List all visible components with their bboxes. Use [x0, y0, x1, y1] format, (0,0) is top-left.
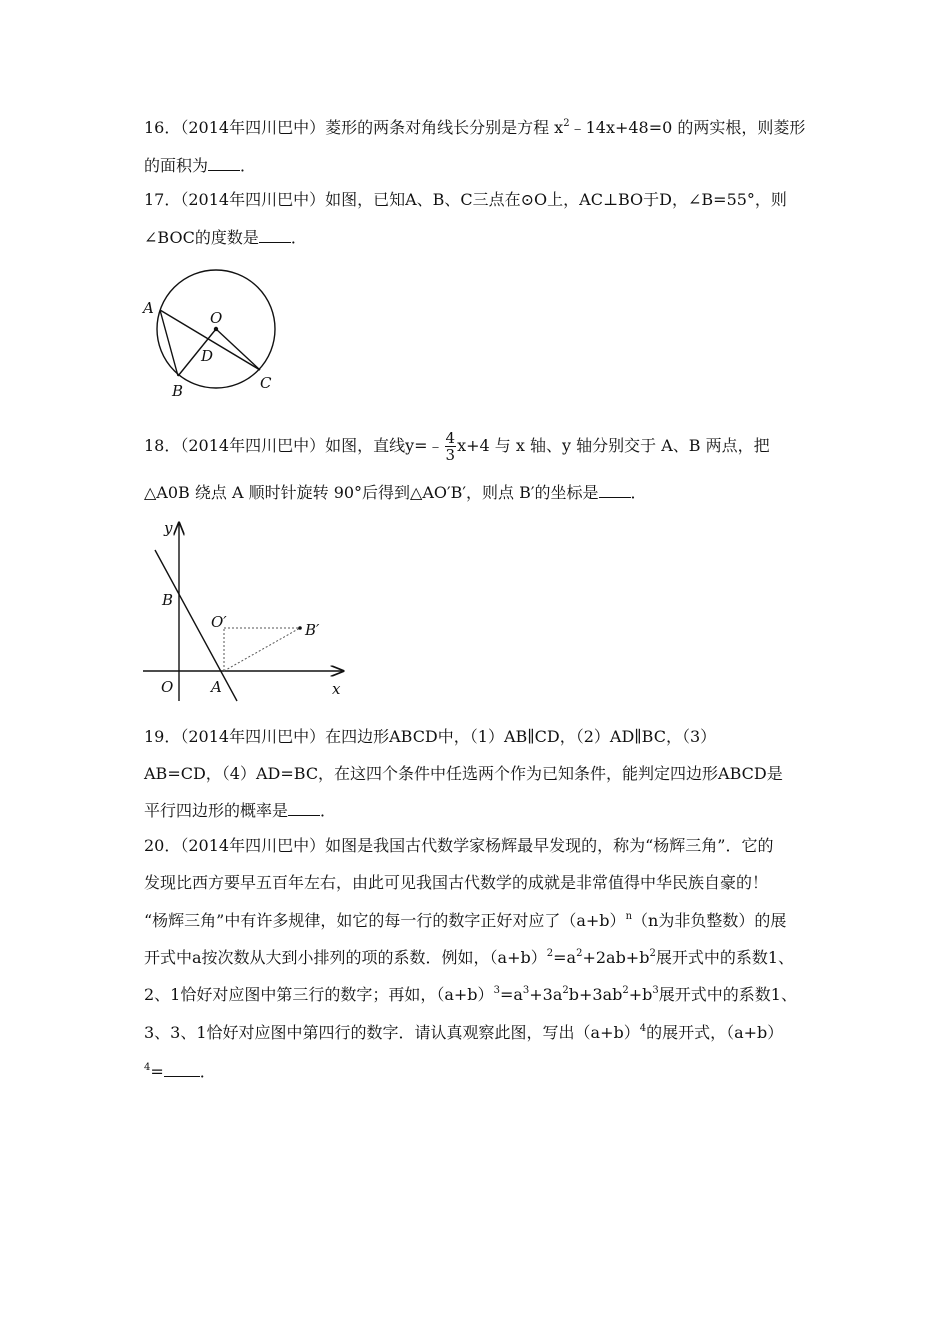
- q20-l6-a: 3、3、1恰好对应图中第四行的数字．请认真观察此图，写出（a+b）: [144, 1023, 640, 1042]
- q19-line-1: 19．（2014年四川巴中）在四边形ABCD中，（1）AB∥CD，（2）AD∥BC，（3）: [144, 727, 717, 746]
- q19-line-2: AB=CD，（4）AD=BC，在这四个条件中任选两个作为已知条件，能判定四边形ABCD是: [144, 764, 783, 783]
- q20-l4-b: =a: [553, 948, 577, 967]
- q16-period: ．: [240, 156, 257, 175]
- q16-text-a: 16．（2014年四川巴中）菱形的两条对角线长分别是方程 x: [144, 118, 564, 137]
- label-o: O: [161, 678, 174, 696]
- q20-l5-e1: 3: [493, 985, 500, 996]
- q17-circle-figure: [138, 265, 288, 405]
- q20-line-4: [144, 947, 794, 969]
- label-y: y: [164, 519, 173, 537]
- q20-l4-c: +2ab+b: [582, 948, 650, 967]
- q20-l3-b: （n为非负整数）的展: [632, 911, 787, 930]
- q18-minus-sign: ﹣: [427, 436, 444, 455]
- q20-line-6: [144, 1022, 783, 1044]
- q20-l5-e5: 3: [652, 985, 659, 996]
- q20-l5-e2: 3: [522, 985, 530, 996]
- point-b-prime: [298, 626, 302, 630]
- label-o-prime: O′: [211, 613, 227, 631]
- q20-line-2: 发现比西方要早五百年左右，由此可见我国古代数学的成就是非常值得中华民族自豪的！: [144, 873, 769, 892]
- q18-text-b: x+4 与 x 轴、y 轴分别交于 A、B 两点，把: [457, 436, 770, 455]
- label-a: A: [211, 678, 222, 696]
- label-b: B: [172, 382, 184, 400]
- q20-l4-e3: 2: [649, 948, 656, 959]
- q19-answer-blank[interactable]: [288, 801, 320, 816]
- q20-l7-eq: =: [150, 1062, 164, 1081]
- dashed-ab-prime: [224, 628, 300, 671]
- q17-line-2: [144, 227, 307, 249]
- q20-line-1: 20．（2014年四川巴中）如图是我国古代数学家杨辉最早发现的，称为“杨辉三角”．它的: [144, 836, 774, 855]
- q20-l5-e: +b: [628, 985, 653, 1004]
- q18-coordinate-figure: [138, 515, 353, 705]
- q20-l6-b: 的展开式，（a+b）: [646, 1023, 784, 1042]
- segment-oc: [216, 329, 260, 370]
- label-b-prime: B′: [305, 621, 320, 639]
- label-c: C: [260, 374, 272, 392]
- q17-answer-blank[interactable]: [259, 228, 291, 243]
- q20-line-5: [144, 984, 797, 1006]
- label-d: D: [201, 347, 214, 365]
- fraction-denominator: 3: [445, 446, 456, 464]
- q17-period: ．: [290, 228, 307, 247]
- q18-text-a: 18．（2014年四川巴中）如图，直线y=: [144, 436, 428, 455]
- q18-fraction: [445, 430, 457, 463]
- q16-text-c: 的面积为: [144, 156, 209, 175]
- label-o: O: [210, 309, 223, 327]
- q19-text: 平行四边形的概率是: [144, 801, 289, 820]
- q16-line-1: [144, 117, 805, 139]
- label-x: x: [332, 680, 341, 698]
- q19-line-3: [144, 800, 336, 822]
- fraction-numerator: 4: [445, 429, 456, 447]
- q16-text-b: ﹣14x+48=0 的两实根，则菱形: [569, 118, 806, 137]
- q19-period: ．: [320, 801, 337, 820]
- q20-l3-a: “杨辉三角”中有许多规律，如它的每一行的数字正好对应了（a+b）: [144, 911, 626, 930]
- q18-line-2: [144, 482, 647, 504]
- q17-line-1: 17．（2014年四川巴中）如图，已知A、B、C三点在⊙O上，AC⊥BO于D，∠B=55°，则: [144, 190, 787, 209]
- q20-l5-b: =a: [499, 985, 523, 1004]
- q20-l4-d: 展开式中的系数1、: [655, 948, 795, 967]
- q20-l5-e3: 2: [562, 985, 569, 996]
- q20-line-3: [144, 910, 786, 932]
- q18-line-1: [144, 430, 770, 462]
- q16-exponent: 2: [563, 118, 570, 129]
- q16-line-2: [144, 155, 256, 177]
- center-point: [214, 327, 218, 331]
- q20-line-7: [144, 1061, 216, 1083]
- q20-l4-e2: 2: [576, 948, 583, 959]
- q20-l5-a: 2、1恰好对应图中第三行的数字；再如，（a+b）: [144, 985, 494, 1004]
- q20-l5-f: 展开式中的系数1、: [658, 985, 797, 1004]
- label-b: B: [162, 591, 174, 609]
- q20-l4-e1: 2: [546, 948, 554, 959]
- label-a: A: [143, 299, 154, 317]
- q20-l6-exp: 4: [639, 1023, 647, 1034]
- q20-answer-blank[interactable]: [164, 1062, 200, 1077]
- q20-period: ．: [199, 1062, 216, 1081]
- q20-l5-e4: 2: [622, 985, 629, 996]
- q18-period: ．: [630, 483, 647, 502]
- q18-answer-blank[interactable]: [599, 483, 631, 498]
- q20-l5-d: b+3ab: [568, 985, 623, 1004]
- q18-text-c: △A0B 绕点 A 顺时针旋转 90°后得到△AO′B′，则点 B′的坐标是: [144, 483, 599, 502]
- q20-l4-a: 开式中a按次数从大到小排列的项的系数．例如，（a+b）: [144, 948, 547, 967]
- q20-l3-exp: n: [625, 911, 633, 922]
- q20-l5-c: +3a: [529, 985, 563, 1004]
- q20-l7-exp: 4: [144, 1062, 151, 1073]
- q16-answer-blank[interactable]: [208, 156, 240, 171]
- q17-text: ∠BOC的度数是: [144, 228, 259, 247]
